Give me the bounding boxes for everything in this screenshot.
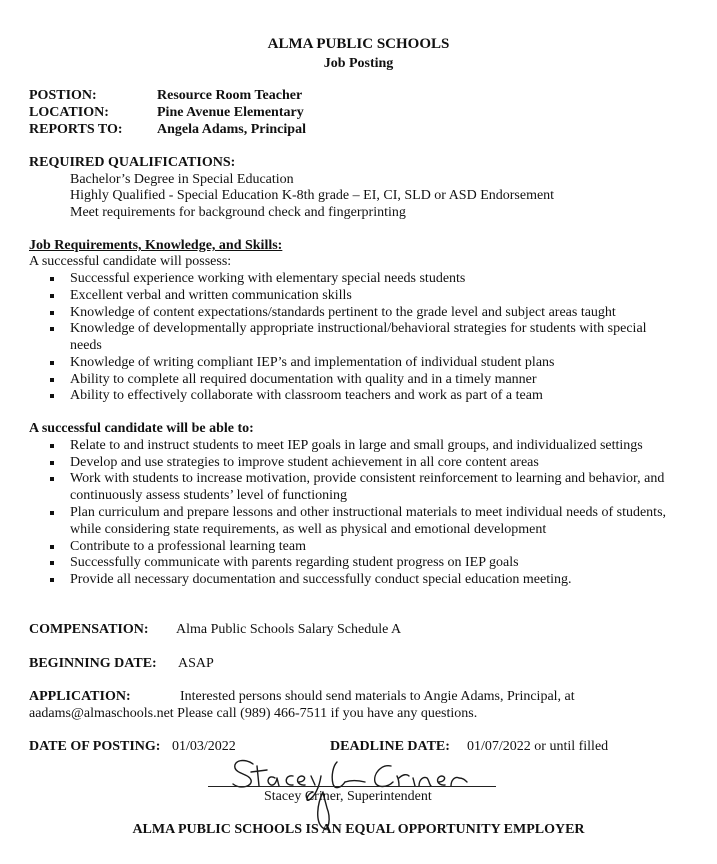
beginning-date-value: ASAP [178, 656, 214, 671]
reports-to-label: REPORTS TO: [29, 122, 123, 137]
bullet-icon [50, 561, 54, 565]
location-label: LOCATION: [29, 105, 109, 120]
date-of-posting-label: DATE OF POSTING: [29, 739, 161, 754]
signature-line [208, 786, 496, 787]
document-title: ALMA PUBLIC SCHOOLS [267, 36, 450, 52]
bullet-icon [50, 378, 54, 382]
qualification-item: Meet requirements for background check and fingerprinting [70, 205, 406, 220]
bullet-icon [50, 477, 54, 481]
position-value: Resource Room Teacher [157, 88, 303, 103]
bullet-icon [50, 394, 54, 398]
date-of-posting-value: 01/03/2022 [172, 739, 236, 754]
qualification-item: Bachelor’s Degree in Special Education [70, 172, 294, 187]
signatory-name: Stacey Criner, Superintendent [264, 789, 432, 804]
reports-to-value: Angela Adams, Principal [157, 122, 306, 137]
equal-opportunity-statement: ALMA PUBLIC SCHOOLS IS AN EQUAL OPPORTUNITY EMPLOYER [132, 822, 585, 837]
required-qualifications-heading: REQUIRED QUALIFICATIONS: [29, 155, 236, 170]
bullet-icon [50, 294, 54, 298]
document-subtitle: Job Posting [323, 56, 394, 71]
bullet-icon [50, 545, 54, 549]
bullet-icon [50, 511, 54, 515]
bullet-icon [50, 277, 54, 281]
compensation-value: Alma Public Schools Salary Schedule A [176, 622, 402, 637]
location-value: Pine Avenue Elementary [157, 105, 304, 120]
bullet-icon [50, 444, 54, 448]
job-requirements-heading: Job Requirements, Knowledge, and Skills: [29, 238, 283, 253]
bullet-icon [50, 327, 54, 331]
bullet-icon [50, 578, 54, 582]
bullet-icon [50, 361, 54, 365]
beginning-date-label: BEGINNING DATE: [29, 656, 157, 671]
position-label: POSTION: [29, 88, 97, 103]
qualification-item: Highly Qualified - Special Education K-8th grade – EI, CI, SLD or ASD Endorsement [70, 188, 555, 203]
compensation-label: COMPENSATION: [29, 622, 149, 637]
bullet-icon [50, 461, 54, 465]
application-line2: aadams@almaschools.net Please call (989) 466-7511 if you have any questions. [29, 706, 478, 721]
application-line1: Interested persons should send materials to Angie Adams, Principal, at [180, 689, 575, 704]
application-label: APPLICATION: [29, 689, 131, 704]
deadline-date-label: DEADLINE DATE: [330, 739, 450, 754]
able-to-heading: A successful candidate will be able to: [29, 421, 254, 436]
bullet-icon [50, 311, 54, 315]
job-requirements-intro: A successful candidate will possess: [29, 254, 232, 269]
deadline-date-value: 01/07/2022 or until filled [467, 739, 609, 754]
